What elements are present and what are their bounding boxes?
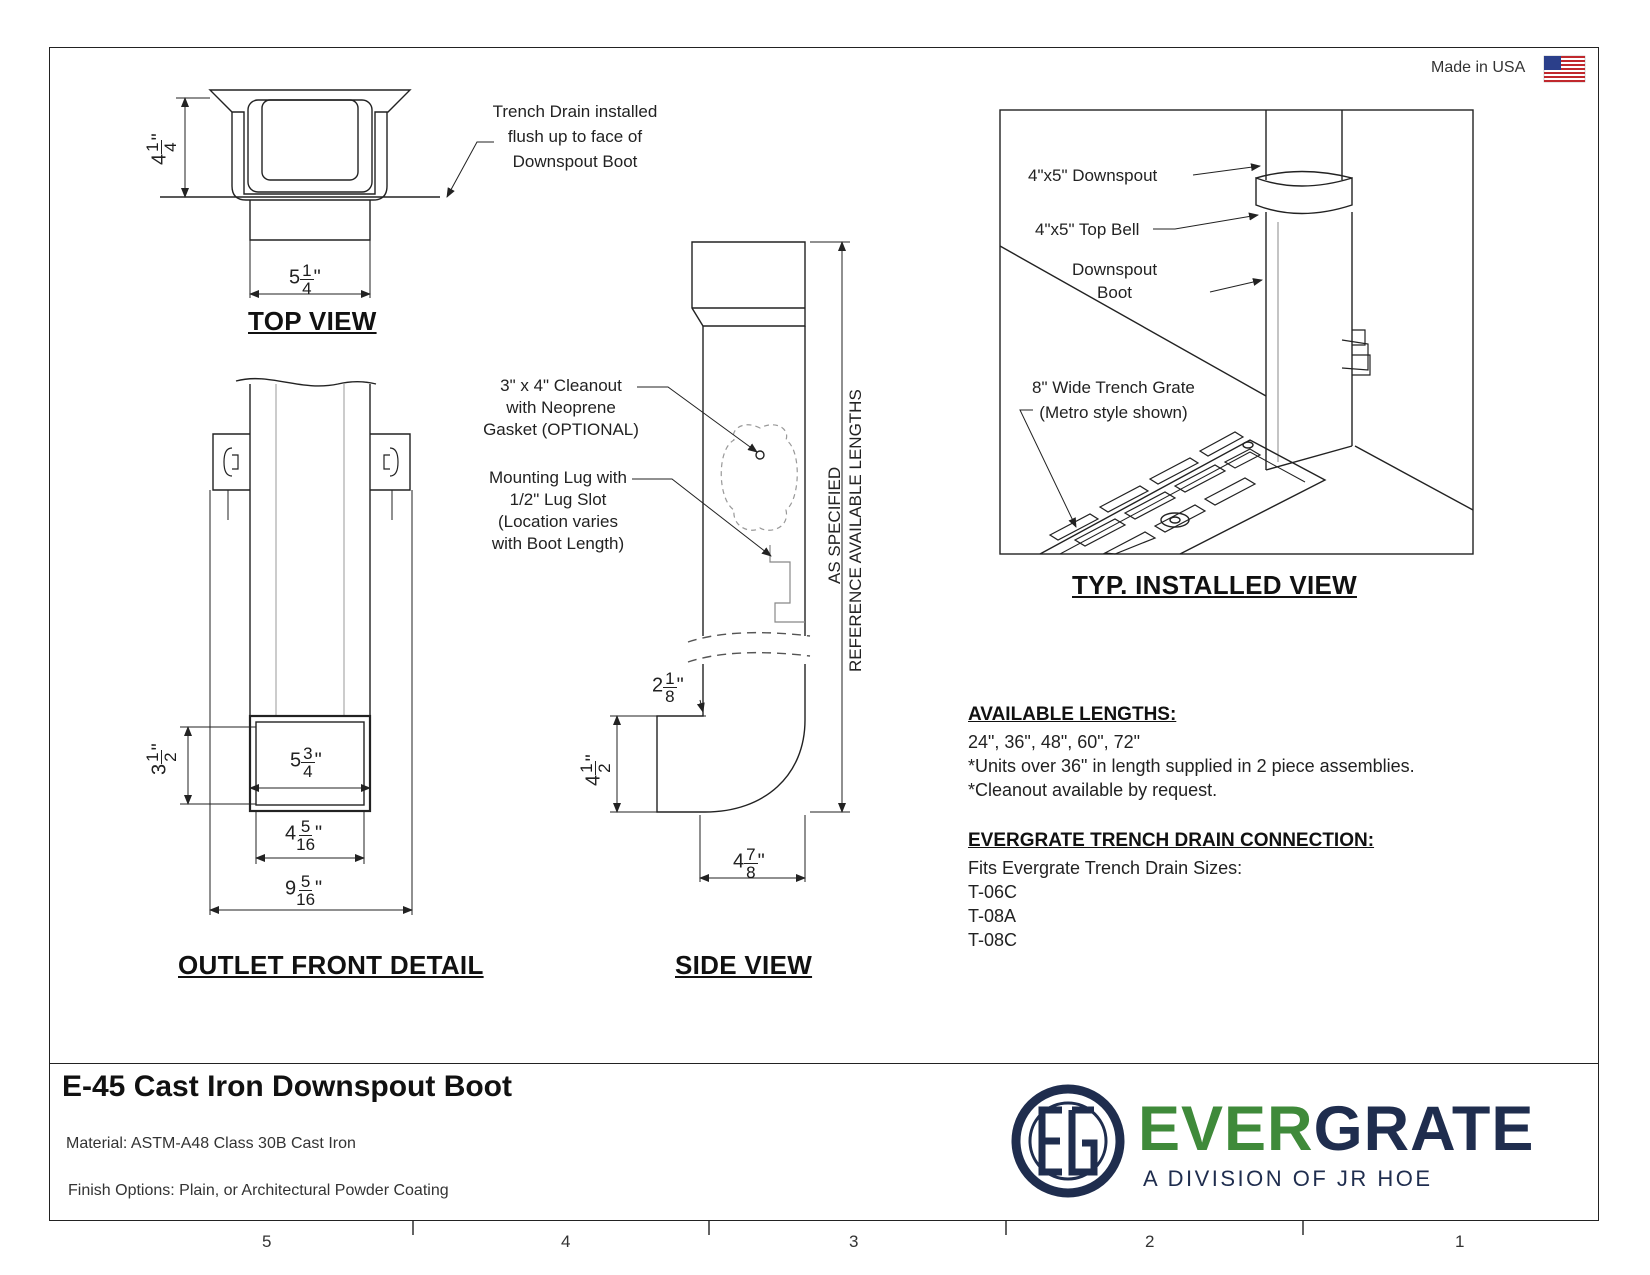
trench-grate-label [1032,375,1195,425]
dim-whole: 5 [289,266,301,289]
zone-label: 2 [1145,1232,1155,1251]
dim-whole: 4 [582,774,605,786]
zone-label: 4 [561,1232,571,1251]
dim-num: 5 [300,817,311,836]
dim-outlet-inner-width: 4 $\frac{5}{16}$ " [285,817,323,854]
dim-whole: 4 [148,153,171,165]
dim-den: 8 [746,863,756,882]
dim-den: 16 [296,835,316,854]
length-label-reference: REFERENCE AVAILABLE LENGTHS [846,389,865,672]
lug-note-line: Mounting Lug with [489,468,627,487]
wordmark-grate: GRATE [1313,1094,1535,1164]
side-view-heading: SIDE VIEW [675,950,813,980]
cleanout-note-line: Gasket (OPTIONAL) [483,420,639,439]
side-view-drawing [610,242,850,882]
evergrate-wordmark [1138,1093,1534,1165]
dim-den: 2 [595,763,614,773]
division-tagline: A DIVISION OF JR HOE [1143,1166,1433,1191]
dim-den: 4 [161,142,180,152]
available-lengths-line: *Units over 36" in length supplied in 2 piece assemblies. [968,756,1415,776]
cleanout-note-line: 3" x 4" Cleanout [500,376,622,395]
dim-den: 8 [665,687,675,706]
dim-den: 4 [303,762,313,781]
dim-side-outlet-height: 4 1 2 " [577,754,614,786]
dim-whole: 4 [733,850,745,873]
dim-whole: 4 [285,822,297,845]
dim-num: 3 [303,744,313,763]
grate-label-line: 8" Wide Trench Grate [1032,378,1195,397]
connection-heading: EVERGRATE TRENCH DRAIN CONNECTION: [968,830,1375,851]
dim-whole: 2 [652,674,664,697]
top-view-note [470,99,680,174]
drawing-title: E-45 Cast Iron Downspout Boot [62,1070,512,1103]
us-flag-icon [1544,56,1585,82]
finish-options: Finish Options: Plain, or Architectural Powder Coating [68,1182,449,1199]
dim-num: 5 [300,872,311,891]
top-view-drawing [160,90,494,298]
dim-outlet-total-width: 9 $\frac{5}{16}$ " [285,872,323,909]
lug-note-line: (Location varies [497,512,618,531]
cleanout-note-line: with Neoprene [506,398,616,417]
outlet-front-heading: OUTLET FRONT DETAIL [178,950,484,980]
available-lengths-heading: AVAILABLE LENGTHS: [968,704,1177,725]
dim-side-depth: 4 $\frac{7}{8}$ " [733,845,765,882]
top-view-note-line: flush up to face of [507,127,643,146]
dim-side-lip: 2 $\frac{1}{8}$ " [652,669,684,706]
top-view-note-line: Trench Drain installed [492,102,658,121]
length-label-as-specified: AS SPECIFIED [825,466,844,584]
dim-whole: 3 [148,763,171,775]
connection-line: T-08C [968,930,1018,950]
connection-block [968,830,1374,952]
top-view-heading: TOP VIEW [248,306,377,336]
dim-num: 1 [143,752,162,762]
zone-label: 3 [849,1232,859,1251]
dim-num: 7 [746,845,756,864]
dim-whole: 9 [285,877,297,900]
dim-num: 1 [143,142,162,152]
dim-den: 4 [302,279,312,298]
dim-num: 1 [665,669,675,688]
dim-outlet-opening-height: 3 1 2 " [143,743,180,775]
dim-den: 2 [161,752,180,762]
boot-label-line: Downspout [1072,260,1158,279]
dim-top-width: 5 $\frac{1}{4}$ " [289,261,321,298]
boot-label-line: Boot [1097,283,1133,302]
connection-line: T-08A [968,906,1017,926]
wordmark-ever: EVER [1138,1094,1314,1164]
downspout-label: 4"x5" Downspout [1028,166,1158,185]
connection-line: Fits Evergrate Trench Drain Sizes: [968,858,1243,878]
downspout-boot-label [1072,258,1157,304]
top-bell-label: 4"x5" Top Bell [1035,220,1140,239]
zone-label: 5 [262,1232,272,1251]
mounting-lug-note [468,467,648,555]
installed-view-heading: TYP. INSTALLED VIEW [1072,570,1357,600]
dim-num: 1 [577,763,596,773]
zone-label: 1 [1455,1232,1465,1251]
grate-label-line: (Metro style shown) [1039,403,1188,422]
dim-whole: 5 [290,749,302,772]
top-view-note-line: Downspout Boot [512,152,638,171]
lug-note-line: with Boot Length) [491,534,625,553]
made-in-usa-label: Made in USA [1431,59,1526,76]
cleanout-note [460,375,662,441]
available-lengths-block [968,704,1415,802]
available-lengths-line: 24", 36", 48", 60", 72" [968,732,1141,752]
available-lengths-line: *Cleanout available by request. [968,780,1218,800]
dim-den: 16 [296,890,316,909]
lug-note-line: 1/2" Lug Slot [509,490,607,509]
dim-top-height: 4 1 4 " [143,133,180,165]
dim-num: 1 [302,261,312,280]
dim-outlet-opening-width: 5 $\frac{3}{4}$ " [290,744,322,781]
connection-line: T-06C [968,882,1018,902]
evergrate-eg-logo-icon [1016,1089,1120,1193]
material-spec: Material: ASTM-A48 Class 30B Cast Iron [66,1135,356,1152]
